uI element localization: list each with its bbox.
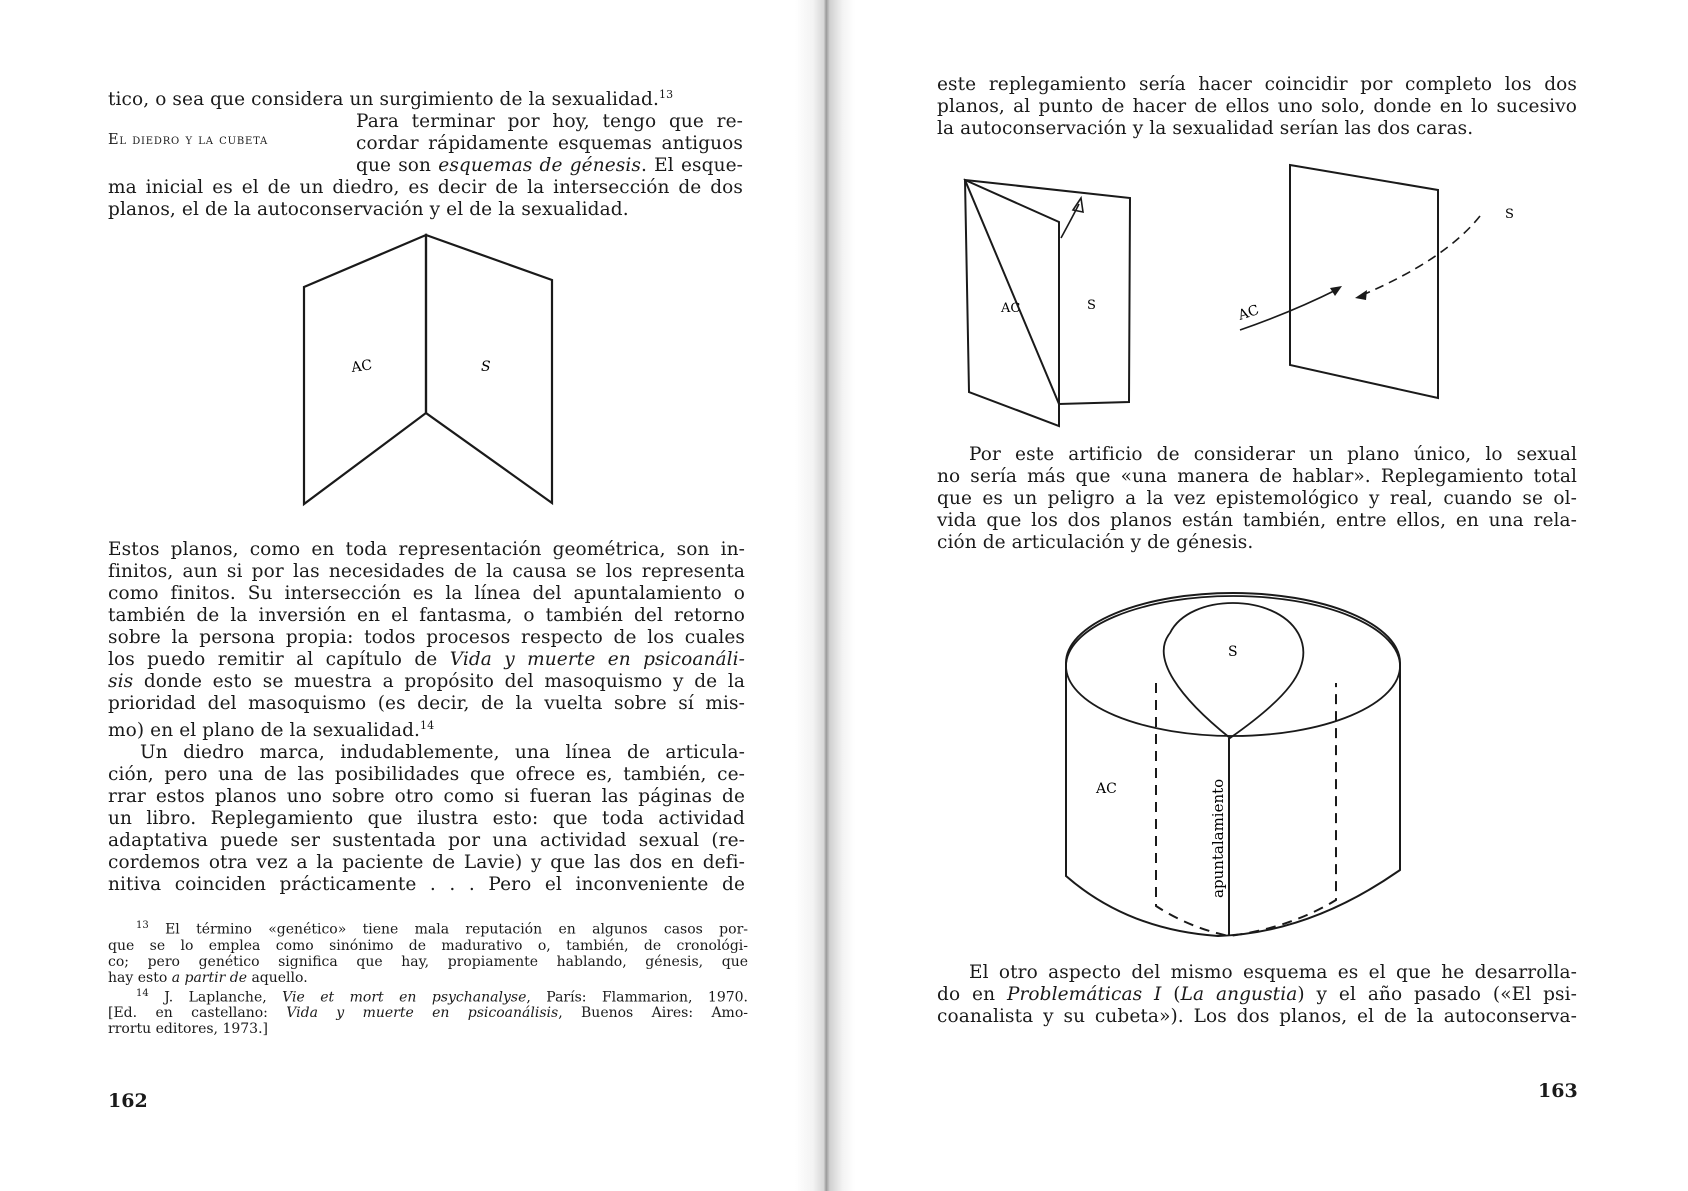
page-number-left: 162: [108, 1090, 148, 1112]
cubeta-rim: [1066, 596, 1400, 736]
fig2-s-label: S: [1505, 207, 1514, 222]
dihedron-diagram: [290, 235, 560, 510]
fig1-s-label: S: [1087, 298, 1096, 313]
cubeta-diagram: [1060, 588, 1430, 950]
inner-s-region: [1164, 603, 1304, 738]
cube-s-label: S: [1228, 644, 1238, 660]
left-body-paragraph: Estos planos, como en toda representación geométrica, son in- finitos, aun si por las necesidades de la causa se los representa como finitos. Su intersección es la línea del apuntalamiento o también de la inversión en el fantasma, o también del retorno sobre la persona propia: todos procesos respecto de los cuales los puedo remitir al capítulo de Vida y muerte en psicoanáli- sis donde esto se muestra a propósito del masoquismo y de la prioridad del masoquismo (es decir, de la vuelta sobre sí mis- mo) en el plano de la sexualidad.$^{14}$ Un diedro marca, indudablemente, una línea de articula- ción, pero una de las posibilidades que ofrece es, también, ce- rrar estos planos uno sobre otro como si fueran las páginas de un libro. Replegamiento que ilustra esto: que toda actividad adaptativa puede ser sustentada por una actividad sexual (re- cordemos otra vez a la paciente de Lavie) y que las dos en defi- nitiva coinciden prácticamente . . . Pero el inconveniente de: [108, 539, 746, 896]
fig1-ac-label: AC: [1001, 301, 1021, 316]
right-bottom-paragraph: El otro aspecto del mismo esquema es el que he desarrolla- do en Problemáticas I (La angustia) y el año pasado («El psi- coanalista y su cubeta»). Los dos planos, el de la autoconserva-: [937, 962, 1577, 1027]
fig2-ac-label: AC: [1236, 302, 1262, 324]
s-arrow: [1360, 216, 1480, 296]
folded-planes-figure: [965, 180, 1145, 430]
footnote-ref-13: 13: [658, 88, 674, 101]
footnote-14: $^{14}$ J. Laplanche, Vie et mort en psychanalyse, París: Flammarion, 1970.: [136, 987, 748, 1006]
fold-arrow-icon: [1061, 204, 1079, 238]
cube-ac-label: AC: [1096, 781, 1117, 797]
left-page: [0, 0, 820, 1191]
footnotes: $^{13}$ El término «genético» tiene mala reputación en algunos casos por- que se lo emplea como sinónimo de madurativo o, también, de cronológi- co; pero genético significa que hay, propiamente hablando, génesis, que hay esto a partir de aquello. $^{14}$ J. Laplanche, Vie et mort en psychanalyse, París: Flammarion, 1970. [Ed. en castellano: Vida y muerte en psicoanálisis, Buenos Aires: Amo- rrortu editores, 1973.]: [108, 920, 748, 1038]
ac-label: AC: [350, 357, 374, 376]
left-top-paragraph: tico, o sea que considera un surgimiento de la sexualidad.$^{13}$ Para terminar por hoy, tengo que re- cordar rápidamente esquemas antiguos que son esquemas de génesis. El esque- ma inicial es el de un diedro, es decir de la intersección de dos planos, el de la autoconservación y el de la sexualidad.: [108, 88, 743, 221]
footnote-ref-14: 14: [420, 719, 435, 732]
page-number-right: 163: [1538, 1080, 1578, 1102]
single-plane-figure: [1236, 160, 1540, 400]
footnote-13: $^{13}$ El término «genético» tiene mala reputación en algunos casos por-: [136, 920, 748, 938]
right-page: [820, 0, 1688, 1191]
single-plane: [1290, 165, 1438, 398]
hidden-edges: [1156, 683, 1336, 936]
right-middle-paragraph: Por este artificio de considerar un plano único, lo sexual no sería más que «una manera de hablar». Replegamiento total que es un peligro a la vez epistemológico y real, cuando se ol- vida que los dos planos están también, entre ellos, en una rela- ción de articulación y de génesis.: [937, 444, 1577, 553]
cube-vertical-label: apuntalamiento: [1209, 778, 1227, 898]
folded-plane-back: [965, 180, 1130, 404]
marginal-section-title: El diedro y la cubeta: [108, 132, 269, 148]
right-top-paragraph: este replegamiento sería hacer coincidir por completo los dos planos, al punto de hacer de ellos uno solo, donde en lo sucesivo la autoconservación y la sexualidad serían las dos caras.: [937, 74, 1577, 139]
s-label: S: [481, 359, 491, 375]
